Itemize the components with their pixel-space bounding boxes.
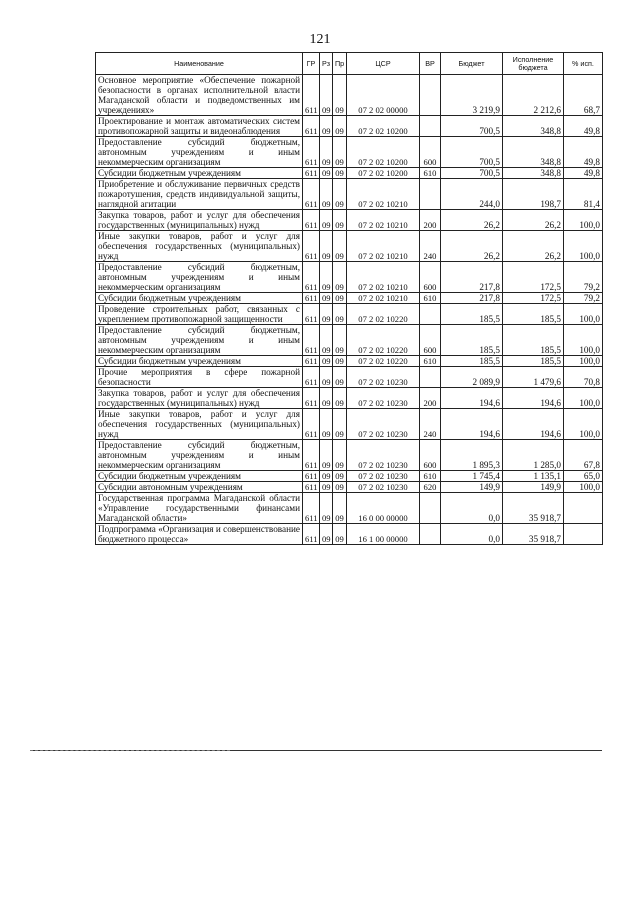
cell-vr: [420, 493, 441, 524]
table-row: [96, 482, 603, 493]
cell-percent: 68,7: [564, 75, 603, 116]
cell-budget: 217,8: [441, 293, 503, 304]
cell-budget: 700,5: [441, 137, 503, 168]
table-row: [96, 137, 603, 168]
cell-vr: 200: [420, 210, 441, 231]
cell-gr: 611: [303, 210, 320, 231]
table-header-row: [96, 53, 603, 75]
cell-pr: 09: [333, 137, 347, 168]
cell-name: Иные закупки товаров, работ и услуг для обеспечения государственных (муниципальных) нужд: [96, 409, 303, 440]
cell-name: Субсидии бюджетным учреждениям: [96, 293, 303, 304]
cell-execution: 348,8: [503, 116, 564, 137]
cell-csr: 07 2 02 10220: [347, 356, 420, 367]
cell-vr: 610: [420, 293, 441, 304]
cell-csr: 16 1 00 00000: [347, 524, 420, 545]
cell-budget: 700,5: [441, 116, 503, 137]
cell-name: Иные закупки товаров, работ и услуг для обеспечения государственных (муниципальных) нужд: [96, 231, 303, 262]
cell-budget: 185,5: [441, 304, 503, 325]
col-header-name: Наименование: [96, 53, 303, 75]
table-row: [96, 440, 603, 471]
cell-vr: 600: [420, 262, 441, 293]
cell-gr: 611: [303, 524, 320, 545]
cell-vr: 240: [420, 231, 441, 262]
cell-percent: 100,0: [564, 388, 603, 409]
cell-pr: 09: [333, 388, 347, 409]
cell-rz: 09: [320, 367, 333, 388]
cell-csr: 07 2 02 10210: [347, 293, 420, 304]
cell-percent: 100,0: [564, 304, 603, 325]
cell-csr: 07 2 02 10230: [347, 482, 420, 493]
cell-csr: 07 2 02 10210: [347, 262, 420, 293]
cell-csr: 07 2 02 10230: [347, 471, 420, 482]
cell-percent: 67,8: [564, 440, 603, 471]
table-body: [96, 75, 603, 545]
table-row: [96, 293, 603, 304]
cell-execution: 35 918,7: [503, 524, 564, 545]
cell-budget: 26,2: [441, 210, 503, 231]
cell-csr: 07 2 02 10230: [347, 367, 420, 388]
cell-percent: 49,8: [564, 116, 603, 137]
cell-percent: 70,8: [564, 367, 603, 388]
table-row: [96, 388, 603, 409]
cell-rz: 09: [320, 325, 333, 356]
table-row: [96, 116, 603, 137]
cell-rz: 09: [320, 482, 333, 493]
table-row: [96, 168, 603, 179]
cell-budget: 1 745,4: [441, 471, 503, 482]
cell-budget: 3 219,9: [441, 75, 503, 116]
cell-percent: 100,0: [564, 325, 603, 356]
cell-execution: 35 918,7: [503, 493, 564, 524]
cell-budget: 26,2: [441, 231, 503, 262]
cell-vr: [420, 75, 441, 116]
col-header-rz: Рз: [320, 53, 333, 75]
cell-budget: 0,0: [441, 524, 503, 545]
cell-rz: 09: [320, 137, 333, 168]
cell-gr: 611: [303, 409, 320, 440]
cell-name: Субсидии бюджетным учреждениям: [96, 168, 303, 179]
table-row: [96, 471, 603, 482]
cell-gr: 611: [303, 471, 320, 482]
cell-execution: 198,7: [503, 179, 564, 210]
cell-percent: 79,2: [564, 293, 603, 304]
bottom-rule-dashed: [30, 750, 230, 751]
cell-pr: 09: [333, 304, 347, 325]
table-row: [96, 493, 603, 524]
cell-gr: 611: [303, 304, 320, 325]
cell-csr: 07 2 02 10230: [347, 440, 420, 471]
cell-vr: [420, 367, 441, 388]
cell-execution: 185,5: [503, 356, 564, 367]
cell-budget: 0,0: [441, 493, 503, 524]
table-row: [96, 179, 603, 210]
cell-vr: 610: [420, 168, 441, 179]
cell-name: Подпрограмма «Организация и совершенствование бюджетного процесса»: [96, 524, 303, 545]
cell-name: Предоставление субсидий бюджетным, автономным учреждениям и иным некоммерческим организациям: [96, 137, 303, 168]
cell-budget: 1 895,3: [441, 440, 503, 471]
cell-budget: 2 089,9: [441, 367, 503, 388]
cell-execution: 1 285,0: [503, 440, 564, 471]
cell-rz: 09: [320, 304, 333, 325]
col-header-gr: ГР: [303, 53, 320, 75]
col-header-pr: Пр: [333, 53, 347, 75]
page-number: 121: [309, 32, 331, 47]
cell-rz: 09: [320, 356, 333, 367]
table-row: [96, 231, 603, 262]
cell-execution: 1 135,1: [503, 471, 564, 482]
cell-name: Предоставление субсидий бюджетным, автономным учреждениям и иным некоммерческим организациям: [96, 325, 303, 356]
table-row: [96, 210, 603, 231]
col-header-budget: Бюджет: [441, 53, 503, 75]
cell-vr: 240: [420, 409, 441, 440]
cell-name: Субсидии бюджетным учреждениям: [96, 356, 303, 367]
cell-gr: 611: [303, 168, 320, 179]
cell-budget: 700,5: [441, 168, 503, 179]
cell-execution: 348,8: [503, 137, 564, 168]
cell-name: Государственная программа Магаданской области «Управление государственными финансами Магаданской области»: [96, 493, 303, 524]
cell-pr: 09: [333, 325, 347, 356]
cell-execution: 149,9: [503, 482, 564, 493]
cell-percent: 100,0: [564, 409, 603, 440]
cell-csr: 16 0 00 00000: [347, 493, 420, 524]
col-header-execution: Исполнение бюджета: [503, 53, 564, 75]
cell-gr: 611: [303, 482, 320, 493]
cell-name: Основное мероприятие «Обеспечение пожарной безопасности в органах исполнительной власти Магаданской области и подведомственных им учреждениях»: [96, 75, 303, 116]
cell-rz: 09: [320, 409, 333, 440]
cell-pr: 09: [333, 262, 347, 293]
table-row: [96, 262, 603, 293]
col-header-vr: ВР: [420, 53, 441, 75]
cell-rz: 09: [320, 440, 333, 471]
cell-rz: 09: [320, 231, 333, 262]
cell-percent: 100,0: [564, 231, 603, 262]
cell-budget: 217,8: [441, 262, 503, 293]
cell-name: Закупка товаров, работ и услуг для обеспечения государственных (муниципальных) нужд: [96, 388, 303, 409]
cell-pr: 09: [333, 116, 347, 137]
cell-pr: 09: [333, 367, 347, 388]
cell-budget: 185,5: [441, 356, 503, 367]
cell-name: Предоставление субсидий бюджетным, автономным учреждениям и иным некоммерческим организациям: [96, 440, 303, 471]
cell-name: Проведение строительных работ, связанных с укреплением противопожарной защищенности: [96, 304, 303, 325]
cell-vr: [420, 179, 441, 210]
cell-vr: 600: [420, 137, 441, 168]
cell-percent: [564, 493, 603, 524]
cell-rz: 09: [320, 388, 333, 409]
cell-pr: 09: [333, 179, 347, 210]
cell-gr: 611: [303, 75, 320, 116]
cell-vr: 600: [420, 325, 441, 356]
cell-vr: [420, 116, 441, 137]
cell-csr: 07 2 02 10210: [347, 231, 420, 262]
cell-gr: 611: [303, 388, 320, 409]
cell-csr: 07 2 02 00000: [347, 75, 420, 116]
cell-csr: 07 2 02 10230: [347, 388, 420, 409]
cell-rz: 09: [320, 210, 333, 231]
cell-name: Прочие мероприятия в сфере пожарной безопасности: [96, 367, 303, 388]
cell-pr: 09: [333, 440, 347, 471]
cell-percent: 100,0: [564, 210, 603, 231]
cell-vr: 610: [420, 356, 441, 367]
cell-gr: 611: [303, 493, 320, 524]
cell-gr: 611: [303, 367, 320, 388]
cell-gr: 611: [303, 116, 320, 137]
cell-gr: 611: [303, 293, 320, 304]
cell-vr: 600: [420, 440, 441, 471]
table-row: [96, 524, 603, 545]
cell-name: Субсидии бюджетным учреждениям: [96, 471, 303, 482]
cell-rz: 09: [320, 116, 333, 137]
cell-csr: 07 2 02 10210: [347, 210, 420, 231]
cell-rz: 09: [320, 262, 333, 293]
table-row: [96, 367, 603, 388]
cell-execution: 172,5: [503, 262, 564, 293]
cell-percent: 49,8: [564, 168, 603, 179]
cell-name: Закупка товаров, работ и услуг для обеспечения государственных (муниципальных) нужд: [96, 210, 303, 231]
cell-execution: 194,6: [503, 409, 564, 440]
cell-percent: 49,8: [564, 137, 603, 168]
cell-gr: 611: [303, 262, 320, 293]
cell-rz: 09: [320, 179, 333, 210]
cell-pr: 09: [333, 524, 347, 545]
cell-pr: 09: [333, 168, 347, 179]
cell-execution: 194,6: [503, 388, 564, 409]
table-row: [96, 356, 603, 367]
cell-csr: 07 2 02 10200: [347, 137, 420, 168]
cell-pr: 09: [333, 231, 347, 262]
cell-percent: 79,2: [564, 262, 603, 293]
cell-name: Предоставление субсидий бюджетным, автономным учреждениям и иным некоммерческим организациям: [96, 262, 303, 293]
cell-rz: 09: [320, 293, 333, 304]
cell-budget: 149,9: [441, 482, 503, 493]
cell-csr: 07 2 02 10230: [347, 409, 420, 440]
cell-rz: 09: [320, 75, 333, 116]
cell-pr: 09: [333, 210, 347, 231]
cell-rz: 09: [320, 168, 333, 179]
cell-csr: 07 2 02 10200: [347, 116, 420, 137]
cell-pr: 09: [333, 75, 347, 116]
cell-budget: 194,6: [441, 388, 503, 409]
cell-execution: 348,8: [503, 168, 564, 179]
cell-pr: 09: [333, 471, 347, 482]
cell-gr: 611: [303, 440, 320, 471]
cell-execution: 185,5: [503, 304, 564, 325]
cell-vr: 610: [420, 471, 441, 482]
cell-gr: 611: [303, 356, 320, 367]
col-header-csr: ЦСР: [347, 53, 420, 75]
cell-vr: [420, 524, 441, 545]
cell-percent: 81,4: [564, 179, 603, 210]
cell-budget: 194,6: [441, 409, 503, 440]
table-row: [96, 304, 603, 325]
cell-pr: 09: [333, 356, 347, 367]
cell-percent: 100,0: [564, 482, 603, 493]
cell-budget: 244,0: [441, 179, 503, 210]
cell-name: Проектирование и монтаж автоматических систем противопожарной защиты и видеонаблюдения: [96, 116, 303, 137]
cell-percent: 65,0: [564, 471, 603, 482]
cell-pr: 09: [333, 409, 347, 440]
cell-pr: 09: [333, 493, 347, 524]
col-header-percent: % исп.: [564, 53, 603, 75]
cell-csr: 07 2 02 10220: [347, 325, 420, 356]
table-row: [96, 325, 603, 356]
cell-vr: [420, 304, 441, 325]
cell-gr: 611: [303, 231, 320, 262]
cell-execution: 1 479,6: [503, 367, 564, 388]
cell-gr: 611: [303, 137, 320, 168]
cell-execution: 2 212,6: [503, 75, 564, 116]
cell-gr: 611: [303, 179, 320, 210]
cell-execution: 185,5: [503, 325, 564, 356]
cell-budget: 185,5: [441, 325, 503, 356]
cell-pr: 09: [333, 482, 347, 493]
cell-vr: 620: [420, 482, 441, 493]
cell-rz: 09: [320, 471, 333, 482]
cell-name: Субсидии автономным учреждениям: [96, 482, 303, 493]
cell-gr: 611: [303, 325, 320, 356]
cell-csr: 07 2 02 10220: [347, 304, 420, 325]
cell-rz: 09: [320, 524, 333, 545]
cell-execution: 26,2: [503, 231, 564, 262]
cell-csr: 07 2 02 10210: [347, 179, 420, 210]
cell-rz: 09: [320, 493, 333, 524]
cell-percent: 100,0: [564, 356, 603, 367]
table-row: [96, 409, 603, 440]
cell-vr: 200: [420, 388, 441, 409]
cell-execution: 172,5: [503, 293, 564, 304]
cell-pr: 09: [333, 293, 347, 304]
cell-name: Приобретение и обслуживание первичных средств пожаротушения, средств индивидуальной защиты, наглядной агитации: [96, 179, 303, 210]
budget-execution-table: [95, 52, 603, 545]
table-row: [96, 75, 603, 116]
cell-percent: [564, 524, 603, 545]
cell-csr: 07 2 02 10200: [347, 168, 420, 179]
cell-execution: 26,2: [503, 210, 564, 231]
